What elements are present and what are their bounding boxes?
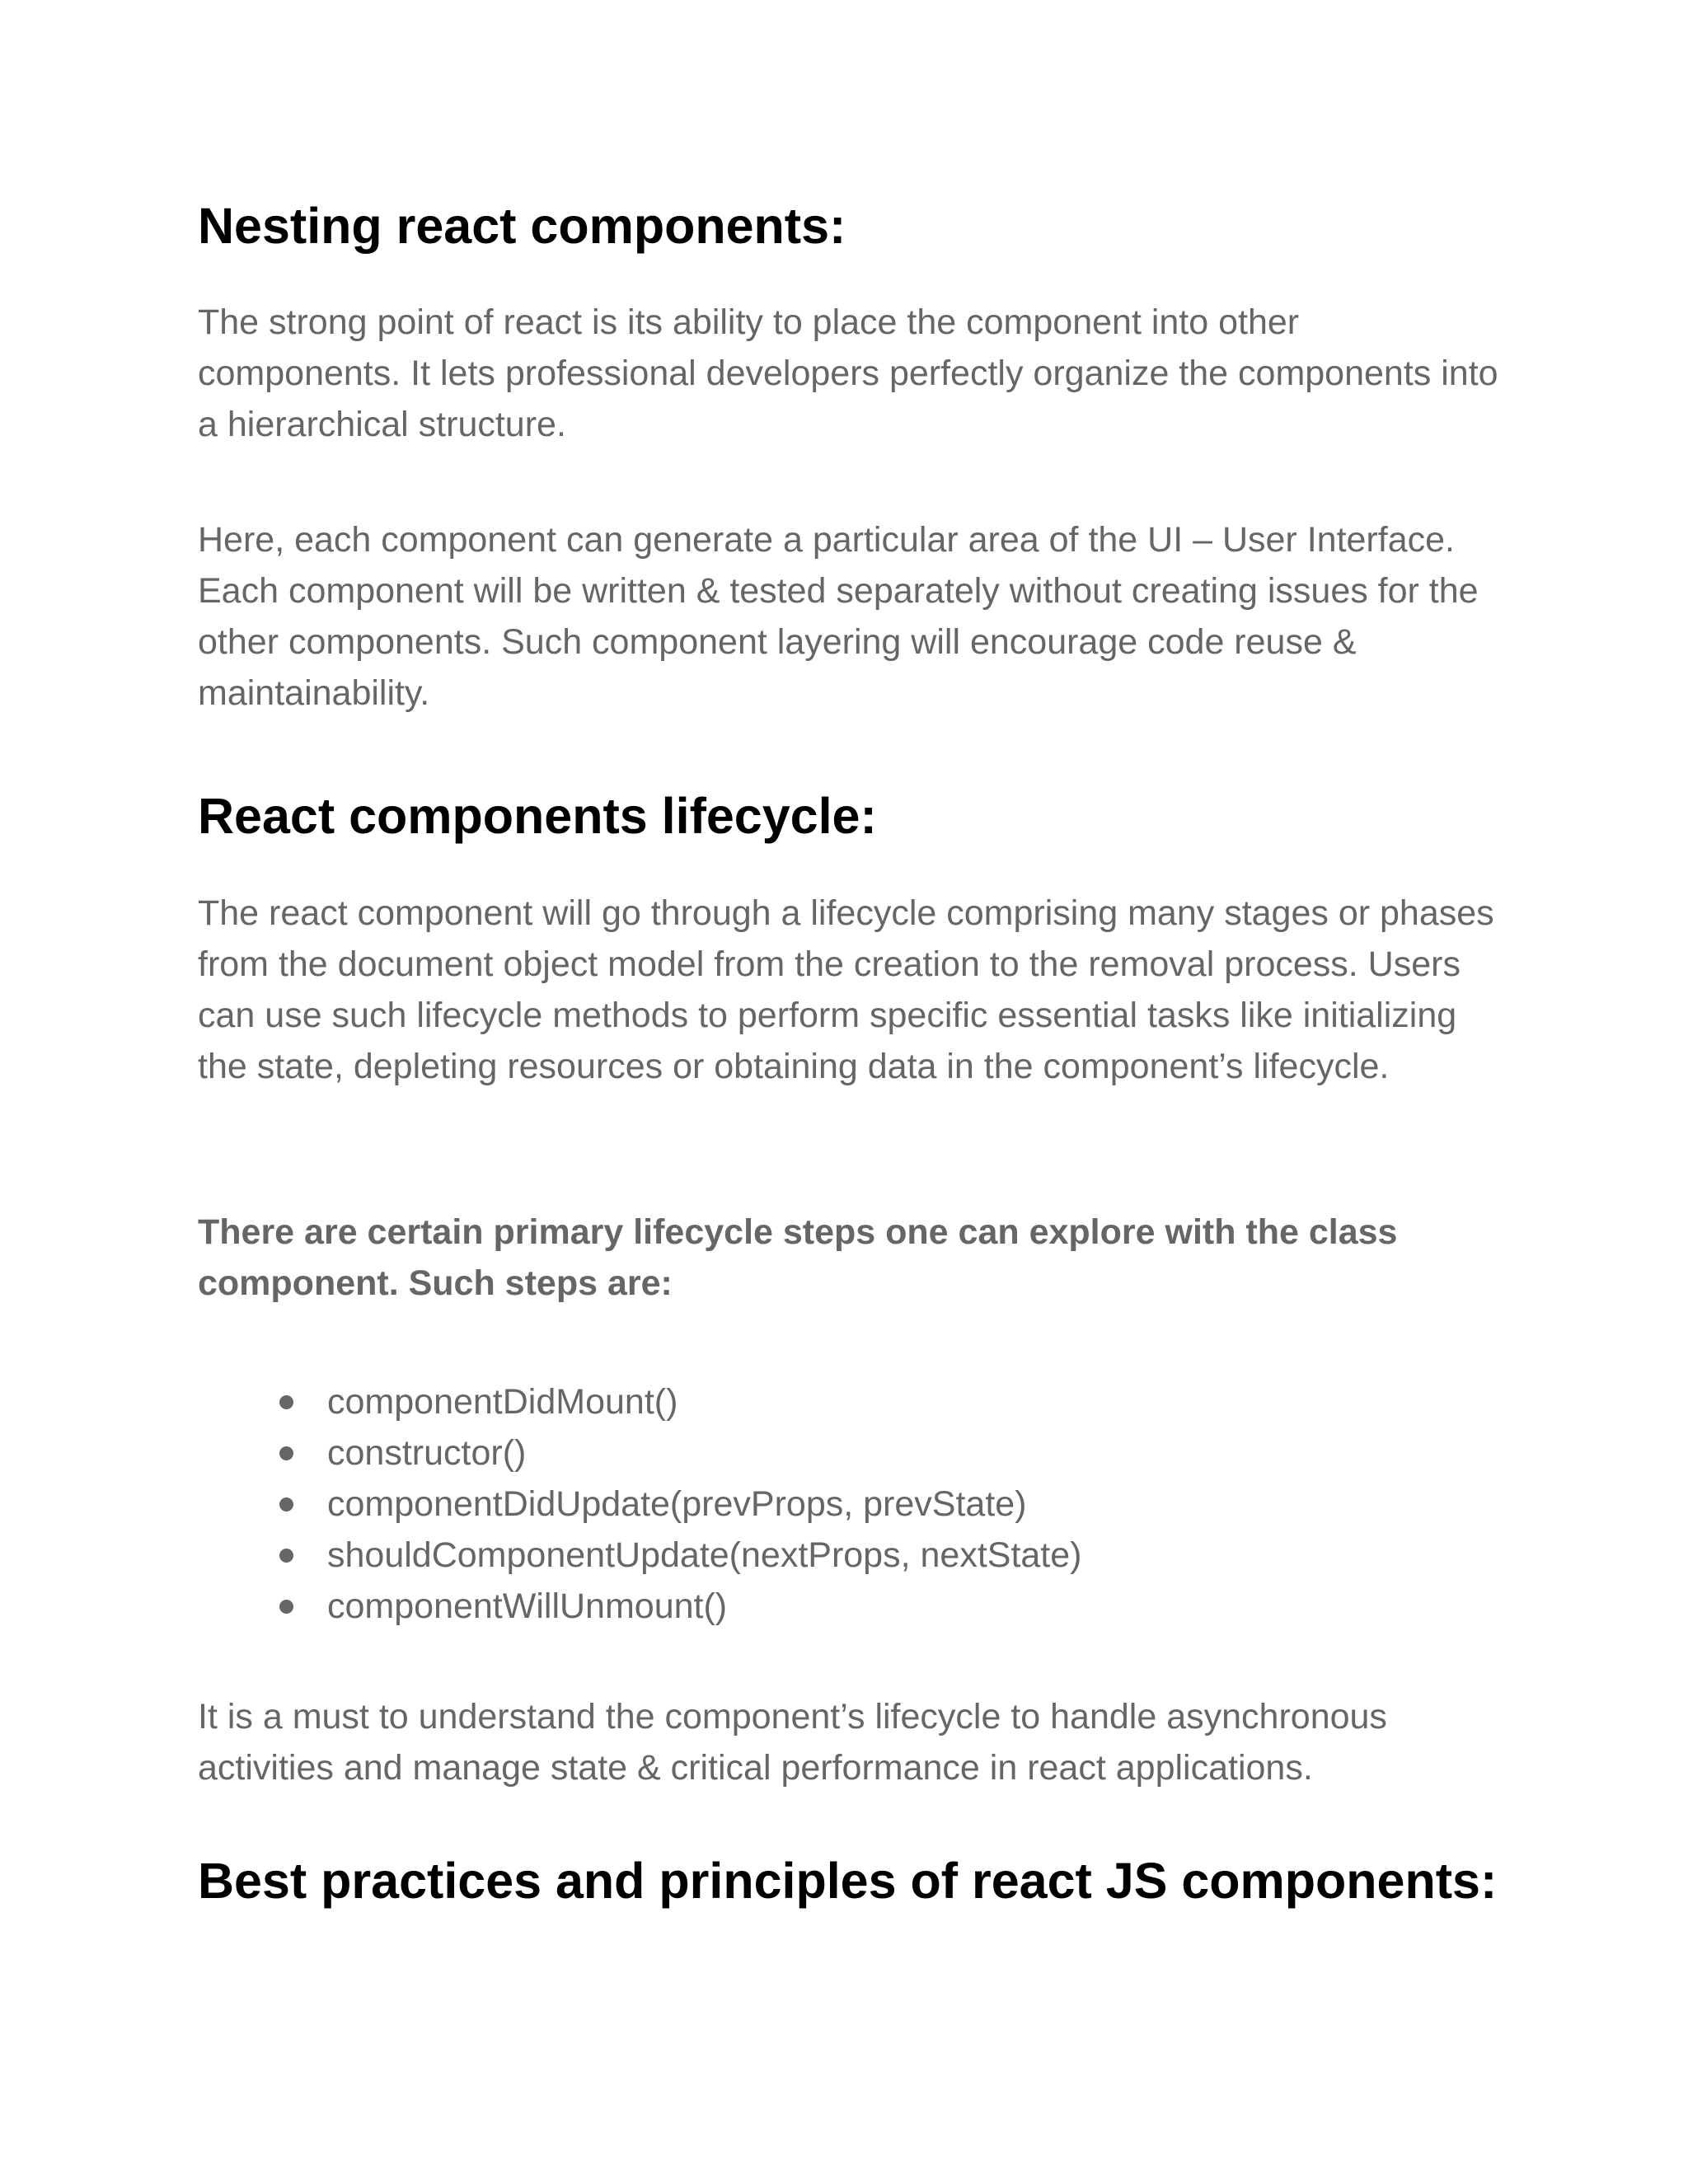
lifecycle-steps-list [198,1376,1500,1632]
list-item [198,1479,1500,1530]
list-item-text: shouldComponentUpdate(nextProps, nextState) [327,1535,1082,1575]
bullet-icon [279,1600,293,1614]
list-item-text: componentWillUnmount() [327,1586,728,1626]
paragraph-nesting-intro: The strong point of react is its ability to place the component into other components. It lets professional developers perfectly organize the components into a hierarchical structure. [198,302,1498,444]
list-item-text: componentDidUpdate(prevProps, prevState) [327,1484,1027,1524]
heading-lifecycle: React components lifecycle: [198,788,877,844]
paragraph-lifecycle-conclusion: It is a must to understand the component’s lifecycle to handle asynchronous activities and manage state & critical performance in react applications. [198,1697,1387,1788]
bullet-icon [279,1549,293,1563]
paragraph-lifecycle-intro: The react component will go through a lifecycle comprising many stages or phases from the document object model from the creation to the removal process. Users can use such lifecycle methods to perform specific essential tasks like initializing the state, depleting resources or obtaining data in the component’s lifecycle. [198,893,1494,1086]
list-item [198,1581,1500,1632]
paragraph-nesting-ui: Here, each component can generate a particular area of the UI – User Interface. Each component will be written & tested separately without creating issues for the other components. Such component layering will encourage code reuse & maintainability. [198,520,1479,713]
list-item [198,1376,1500,1427]
bullet-icon [279,1446,293,1460]
paragraph-lifecycle-steps-lead: There are certain primary lifecycle steps one can explore with the class component. Such steps are: [198,1212,1398,1303]
list-item [198,1427,1500,1479]
list-item-text: componentDidMount() [327,1382,678,1422]
list-item-text: constructor() [327,1433,527,1473]
bullet-icon [279,1395,293,1409]
heading-nesting-components: Nesting react components: [198,198,846,254]
list-item [198,1530,1500,1581]
heading-best-practices: Best practices and principles of react JS components: [198,1853,1498,1909]
bullet-icon [279,1497,293,1511]
